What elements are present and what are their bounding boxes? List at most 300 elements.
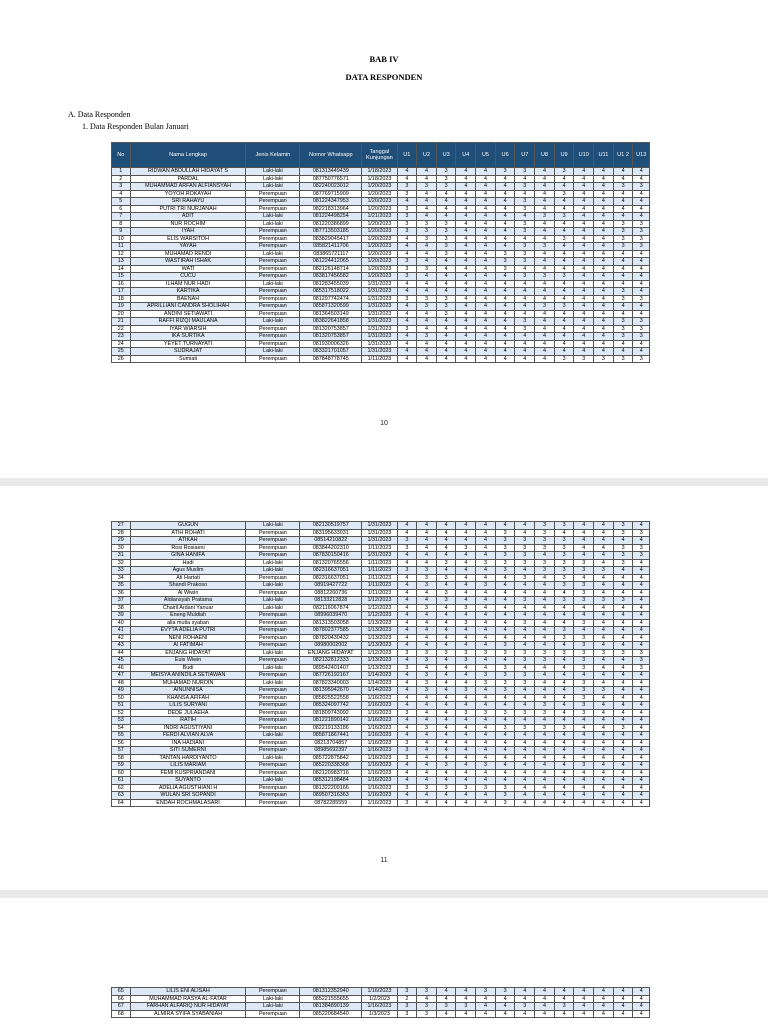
table-cell: 1/16/2023 xyxy=(362,747,397,755)
table-cell: Laki-laki xyxy=(246,597,300,605)
table-cell: 4 xyxy=(495,522,515,530)
table-cell: 4 xyxy=(613,792,633,800)
table-cell: 4 xyxy=(436,265,456,273)
table-cell: 4 xyxy=(594,529,614,537)
table-cell: 4 xyxy=(456,747,476,755)
column-header: Tanggal Kunjungan xyxy=(362,143,397,168)
table-cell: 4 xyxy=(515,265,535,273)
table-cell: 3 xyxy=(535,709,555,717)
table-cell: 1/20/2023 xyxy=(362,235,397,243)
table-cell: 3 xyxy=(417,574,437,582)
table-cell: 4 xyxy=(476,657,496,665)
table-cell: 4 xyxy=(535,694,555,702)
table-cell: 083865721117 xyxy=(300,250,362,258)
table-cell: Shandi Prakoso xyxy=(130,582,246,590)
table-cell: 3 xyxy=(515,724,535,732)
table-cell: 085324097742 xyxy=(300,702,362,710)
table-cell: KARTIKA xyxy=(130,288,246,296)
table-cell: 4 xyxy=(594,1003,614,1011)
table-cell: 3 xyxy=(397,739,417,747)
table-cell: 4 xyxy=(397,762,417,770)
table-cell: 4 xyxy=(515,792,535,800)
table-cell: 3 xyxy=(515,709,535,717)
table-cell: 4 xyxy=(436,582,456,590)
table-cell: 4 xyxy=(554,792,574,800)
table-cell: 4 xyxy=(594,325,614,333)
table-cell: 4 xyxy=(515,340,535,348)
table-cell: 3 xyxy=(515,619,535,627)
table-cell: 3 xyxy=(436,784,456,792)
table-cell: FARHAN ALFARIQ NUR HIDAYAT xyxy=(130,1003,246,1011)
table-cell: 51 xyxy=(112,702,131,710)
table-cell: 4 xyxy=(417,355,437,363)
table-cell: 4 xyxy=(633,687,650,695)
table-cell: 3 xyxy=(417,235,437,243)
table-cell: 4 xyxy=(436,213,456,221)
table-cell: 4 xyxy=(633,799,650,807)
table-cell: 4 xyxy=(574,310,594,318)
table-cell: 1/16/2023 xyxy=(362,694,397,702)
table-cell: 4 xyxy=(495,1003,515,1011)
table-cell: 3 xyxy=(574,634,594,642)
table-cell: 3 xyxy=(397,183,417,191)
table-cell: 3 xyxy=(417,220,437,228)
table-cell: 12 xyxy=(112,250,131,258)
table-cell: 4 xyxy=(574,318,594,326)
table-cell: 3 xyxy=(515,1003,535,1011)
table-cell: 4 xyxy=(554,604,574,612)
table-cell: 3 xyxy=(554,190,574,198)
table-cell: 4 xyxy=(456,250,476,258)
table-cell: 1/31/2023 xyxy=(362,529,397,537)
table-cell: Laki-laki xyxy=(246,318,300,326)
table-cell: 3 xyxy=(613,544,633,552)
table-cell: 4 xyxy=(476,258,496,266)
table-cell: 4 xyxy=(554,988,574,996)
table-cell: 4 xyxy=(476,537,496,545)
table-cell: 3 xyxy=(495,649,515,657)
table-cell: 4 xyxy=(436,355,456,363)
table-cell: 081313449439 xyxy=(300,168,362,176)
table-row xyxy=(112,582,650,590)
table-cell: 4 xyxy=(535,634,555,642)
table-cell: 4 xyxy=(554,769,574,777)
table-cell: 3 xyxy=(554,649,574,657)
table-cell: 4 xyxy=(574,220,594,228)
table-cell: 4 xyxy=(535,175,555,183)
table-cell: Perempuan xyxy=(246,265,300,273)
table-cell: 1/31/2023 xyxy=(362,280,397,288)
table-cell: 1/14/2023 xyxy=(362,687,397,695)
table-cell: 4 xyxy=(456,995,476,1003)
table-cell: 3 xyxy=(574,582,594,590)
table-cell: 082130519757 xyxy=(300,522,362,530)
table-cell: 4 xyxy=(417,702,437,710)
table-cell: 3 xyxy=(535,559,555,567)
table-cell: 4 xyxy=(515,333,535,341)
table-cell: 4 xyxy=(417,627,437,635)
table-cell: 47 xyxy=(112,672,131,680)
table-cell: 5 xyxy=(112,198,131,206)
table-cell: 4 xyxy=(456,792,476,800)
table-cell: 4 xyxy=(436,664,456,672)
table-cell: 4 xyxy=(476,702,496,710)
table-cell: 4 xyxy=(574,1010,594,1018)
table-cell: 4 xyxy=(112,190,131,198)
table-cell: Perempuan xyxy=(246,589,300,597)
table-cell: 4 xyxy=(456,664,476,672)
table-cell: 3 xyxy=(495,664,515,672)
table-cell: 4 xyxy=(535,333,555,341)
table-cell: 3 xyxy=(535,657,555,665)
table-cell: 087820430432 xyxy=(300,634,362,642)
table-cell: Laki-laki xyxy=(246,567,300,575)
table-cell: 4 xyxy=(535,348,555,356)
table-cell: 4 xyxy=(594,582,614,590)
table-cell: 4 xyxy=(495,303,515,311)
table-cell: 1/12/2023 xyxy=(362,604,397,612)
table-cell: 3 xyxy=(574,709,594,717)
table-cell: 3 xyxy=(535,529,555,537)
table-cell: 4 xyxy=(535,739,555,747)
table-cell: 4 xyxy=(495,717,515,725)
table-cell: 4 xyxy=(397,777,417,785)
table-cell: 4 xyxy=(574,777,594,785)
table-cell: 3 xyxy=(495,567,515,575)
table-cell: 3 xyxy=(397,784,417,792)
table-cell: 4 xyxy=(574,243,594,251)
table-cell: 4 xyxy=(515,702,535,710)
table-cell: GUGUN xyxy=(130,522,246,530)
table-cell: CUCU xyxy=(130,273,246,281)
table-cell: 4 xyxy=(633,310,650,318)
table-cell: 4 xyxy=(515,295,535,303)
table-cell: 4 xyxy=(476,717,496,725)
table-cell: 4 xyxy=(633,340,650,348)
table-row xyxy=(112,340,650,348)
table-cell: 4 xyxy=(594,175,614,183)
table-cell: 3 xyxy=(456,1003,476,1011)
table-cell: 3 xyxy=(633,220,650,228)
table-cell: 4 xyxy=(476,694,496,702)
table-cell: 4 xyxy=(633,303,650,311)
table-cell: 4 xyxy=(436,348,456,356)
table-cell: 4 xyxy=(594,799,614,807)
table-cell: 4 xyxy=(397,355,417,363)
table-cell: SRI RAHAYU xyxy=(130,198,246,206)
table-cell: 4 xyxy=(594,672,614,680)
table-cell: Laki-laki xyxy=(246,183,300,191)
table-cell: 4 xyxy=(574,183,594,191)
table-cell: 4 xyxy=(613,664,633,672)
table-cell: 4 xyxy=(436,792,456,800)
table-cell: 4 xyxy=(476,250,496,258)
table-cell: 4 xyxy=(476,205,496,213)
table-cell: 3 xyxy=(495,537,515,545)
table-cell: 3 xyxy=(436,168,456,176)
table-cell: 4 xyxy=(613,190,633,198)
table-cell: 087848778745 xyxy=(300,355,362,363)
table-cell: 4 xyxy=(535,318,555,326)
table-cell: 4 xyxy=(594,333,614,341)
table-row xyxy=(112,258,650,266)
table-cell: 4 xyxy=(456,552,476,560)
table-cell: 4 xyxy=(456,228,476,236)
table-cell: 4 xyxy=(456,769,476,777)
table-cell: 4 xyxy=(397,627,417,635)
table-cell: 3 xyxy=(535,702,555,710)
table-cell: 4 xyxy=(456,288,476,296)
table-cell: 4 xyxy=(476,687,496,695)
table-cell: 4 xyxy=(476,183,496,191)
table-cell: 1/16/2023 xyxy=(362,717,397,725)
table-cell: 4 xyxy=(397,288,417,296)
table-cell: 4 xyxy=(594,717,614,725)
table-cell: 4 xyxy=(535,250,555,258)
table-cell: 4 xyxy=(594,258,614,266)
table-cell: 3 xyxy=(397,537,417,545)
table-row xyxy=(112,567,650,575)
table-cell: 4 xyxy=(476,544,496,552)
table-cell: 48 xyxy=(112,679,131,687)
table-cell: 3 xyxy=(112,183,131,191)
table-cell: 4 xyxy=(535,235,555,243)
table-cell: 4 xyxy=(613,574,633,582)
table-cell: 3 xyxy=(397,205,417,213)
table-cell: 4 xyxy=(613,717,633,725)
table-cell: 4 xyxy=(436,325,456,333)
table-cell: DEDE JULAEHA xyxy=(130,709,246,717)
table-cell: 1/20/2023 xyxy=(362,243,397,251)
table-row xyxy=(112,694,650,702)
table-cell: 3 xyxy=(554,559,574,567)
table-cell: 4 xyxy=(495,280,515,288)
table-cell: 4 xyxy=(633,995,650,1003)
table-cell: 4 xyxy=(476,355,496,363)
table-cell: 4 xyxy=(456,168,476,176)
column-header: U4 xyxy=(456,143,476,168)
table-cell: 4 xyxy=(535,717,555,725)
table-cell: 4 xyxy=(535,732,555,740)
table-cell: 4 xyxy=(495,295,515,303)
table-cell: 4 xyxy=(417,250,437,258)
table-cell: 4 xyxy=(417,258,437,266)
table-row xyxy=(112,702,650,710)
table-cell: 4 xyxy=(574,190,594,198)
table-cell: 087713503185 xyxy=(300,228,362,236)
table-cell: 3 xyxy=(633,649,650,657)
table-cell: Perempuan xyxy=(246,792,300,800)
table-cell: 65 xyxy=(112,988,131,996)
table-cell: Perempuan xyxy=(246,205,300,213)
table-cell: 3 xyxy=(436,1003,456,1011)
table-cell: 4 xyxy=(476,529,496,537)
table-cell: 4 xyxy=(397,310,417,318)
table-cell: ANDINI SETIAWATI xyxy=(130,310,246,318)
table-cell: 4 xyxy=(574,205,594,213)
table-cell: 57 xyxy=(112,747,131,755)
table-cell: 4 xyxy=(594,318,614,326)
table-cell: 11 xyxy=(112,243,131,251)
table-cell: 4 xyxy=(554,589,574,597)
table-cell: 4 xyxy=(495,739,515,747)
table-cell: 4 xyxy=(535,205,555,213)
table-cell: 30 xyxy=(112,544,131,552)
table-cell: 4 xyxy=(495,612,515,620)
table-cell: 4 xyxy=(436,333,456,341)
table-cell: 082218313964 xyxy=(300,205,362,213)
table-cell: 52 xyxy=(112,709,131,717)
table-cell: 4 xyxy=(476,642,496,650)
table-row xyxy=(112,310,650,318)
table-cell: 4 xyxy=(476,280,496,288)
table-cell: 3 xyxy=(554,273,574,281)
table-cell: 3 xyxy=(574,657,594,665)
table-row xyxy=(112,1010,650,1018)
table-cell: 3 xyxy=(397,747,417,755)
table-cell: 4 xyxy=(397,612,417,620)
table-cell: 4 xyxy=(554,310,574,318)
table-cell: 24 xyxy=(112,340,131,348)
table-cell: Perempuan xyxy=(246,799,300,807)
table-cell: 3 xyxy=(495,544,515,552)
table-cell: 1/3/2023 xyxy=(362,1010,397,1018)
table-cell: IKA SURTIKA xyxy=(130,333,246,341)
table-cell: 1/18/2023 xyxy=(362,168,397,176)
table-cell: WASTIRAH ISHAK xyxy=(130,258,246,266)
table-cell: 46 xyxy=(112,664,131,672)
table-cell: 4 xyxy=(456,732,476,740)
table-cell: 4 xyxy=(535,295,555,303)
table-cell: 4 xyxy=(574,604,594,612)
table-cell: 4 xyxy=(456,537,476,545)
table-cell: 3 xyxy=(476,679,496,687)
table-row xyxy=(112,672,650,680)
table-cell: 13 xyxy=(112,258,131,266)
table-cell: AINUNNISA xyxy=(130,687,246,695)
table-cell: 3 xyxy=(574,649,594,657)
table-cell: 4 xyxy=(613,582,633,590)
table-cell: 4 xyxy=(574,333,594,341)
table-cell: 1/20/2023 xyxy=(362,273,397,281)
table-cell: 4 xyxy=(613,280,633,288)
table-cell: 3 xyxy=(633,529,650,537)
table-cell: 4 xyxy=(613,634,633,642)
table-cell: 4 xyxy=(594,724,614,732)
table-cell: 4 xyxy=(613,709,633,717)
table-cell: 4 xyxy=(476,1010,496,1018)
table-cell: 4 xyxy=(456,183,476,191)
table-cell: 4 xyxy=(417,552,437,560)
table-cell: 4 xyxy=(613,1010,633,1018)
table-cell: 4 xyxy=(574,739,594,747)
table-cell: 1/11/2023 xyxy=(362,567,397,575)
table-cell: 4 xyxy=(515,784,535,792)
table-cell: 4 xyxy=(633,280,650,288)
table-cell: 35 xyxy=(112,582,131,590)
table-cell: 4 xyxy=(554,265,574,273)
table-row xyxy=(112,634,650,642)
table-cell: 1/16/2023 xyxy=(362,762,397,770)
table-cell: 4 xyxy=(397,619,417,627)
table-cell: 4 xyxy=(417,709,437,717)
table-cell: 4 xyxy=(397,792,417,800)
table-cell: 4 xyxy=(495,318,515,326)
table-cell: ENJANG HIDAYAT xyxy=(130,649,246,657)
table-cell: 4 xyxy=(417,995,437,1003)
table-row xyxy=(112,318,650,326)
table-cell: 17 xyxy=(112,288,131,296)
table-cell: 3 xyxy=(554,213,574,221)
table-cell: 4 xyxy=(554,642,574,650)
table-cell: NUR ROCHIM xyxy=(130,220,246,228)
table-cell: 081224498254 xyxy=(300,213,362,221)
table-cell: 4 xyxy=(476,1003,496,1011)
table-cell: 085871320599 xyxy=(300,303,362,311)
table-cell: Laki-laki xyxy=(246,582,300,590)
table-cell: 4 xyxy=(456,243,476,251)
table-cell: 081221890142 xyxy=(300,717,362,725)
table-cell: 4 xyxy=(476,198,496,206)
table-cell: 4 xyxy=(633,679,650,687)
table-cell: 1/16/2023 xyxy=(362,769,397,777)
table-cell: 3 xyxy=(515,258,535,266)
table-cell: 4 xyxy=(633,634,650,642)
table-cell: 4 xyxy=(397,724,417,732)
table-cell: 3 xyxy=(397,273,417,281)
table-cell: 4 xyxy=(594,574,614,582)
table-cell: 3 xyxy=(436,303,456,311)
table-cell: 3 xyxy=(397,567,417,575)
table-cell: 4 xyxy=(613,799,633,807)
table-cell: 3 xyxy=(495,709,515,717)
table-cell: 4 xyxy=(594,762,614,770)
table-cell: 1/13/2023 xyxy=(362,634,397,642)
table-cell: 37 xyxy=(112,597,131,605)
table-cell: 4 xyxy=(613,537,633,545)
table-cell: Ati Hartati xyxy=(130,574,246,582)
table-cell: 4 xyxy=(495,213,515,221)
table-cell: 4 xyxy=(535,265,555,273)
table-cell: 4 xyxy=(633,988,650,996)
table-cell: 7 xyxy=(112,213,131,221)
table-cell: 3 xyxy=(633,355,650,363)
table-cell: 4 xyxy=(397,198,417,206)
table-cell: 4 xyxy=(397,717,417,725)
table-cell: RATIH xyxy=(130,717,246,725)
table-row xyxy=(112,522,650,530)
table-row xyxy=(112,995,650,1003)
table-cell: 081322209166 xyxy=(300,784,362,792)
table-cell: 3 xyxy=(554,627,574,635)
table-cell: 4 xyxy=(594,642,614,650)
table-cell: 4 xyxy=(633,205,650,213)
table-cell: 3 xyxy=(554,634,574,642)
table-cell: 4 xyxy=(574,273,594,281)
table-cell: 3 xyxy=(515,273,535,281)
table-cell: Laki-laki xyxy=(246,348,300,356)
table-cell: 3 xyxy=(535,213,555,221)
table-row xyxy=(112,988,650,996)
table-cell: YEYET TURNAYATI xyxy=(130,340,246,348)
table-cell: 4 xyxy=(515,642,535,650)
table-cell: 4 xyxy=(476,265,496,273)
table-cell: 34 xyxy=(112,574,131,582)
table-cell: 08812260736 xyxy=(300,589,362,597)
table-cell: 59 xyxy=(112,762,131,770)
table-cell: 1/31/2023 xyxy=(362,340,397,348)
table-cell: 49 xyxy=(112,687,131,695)
